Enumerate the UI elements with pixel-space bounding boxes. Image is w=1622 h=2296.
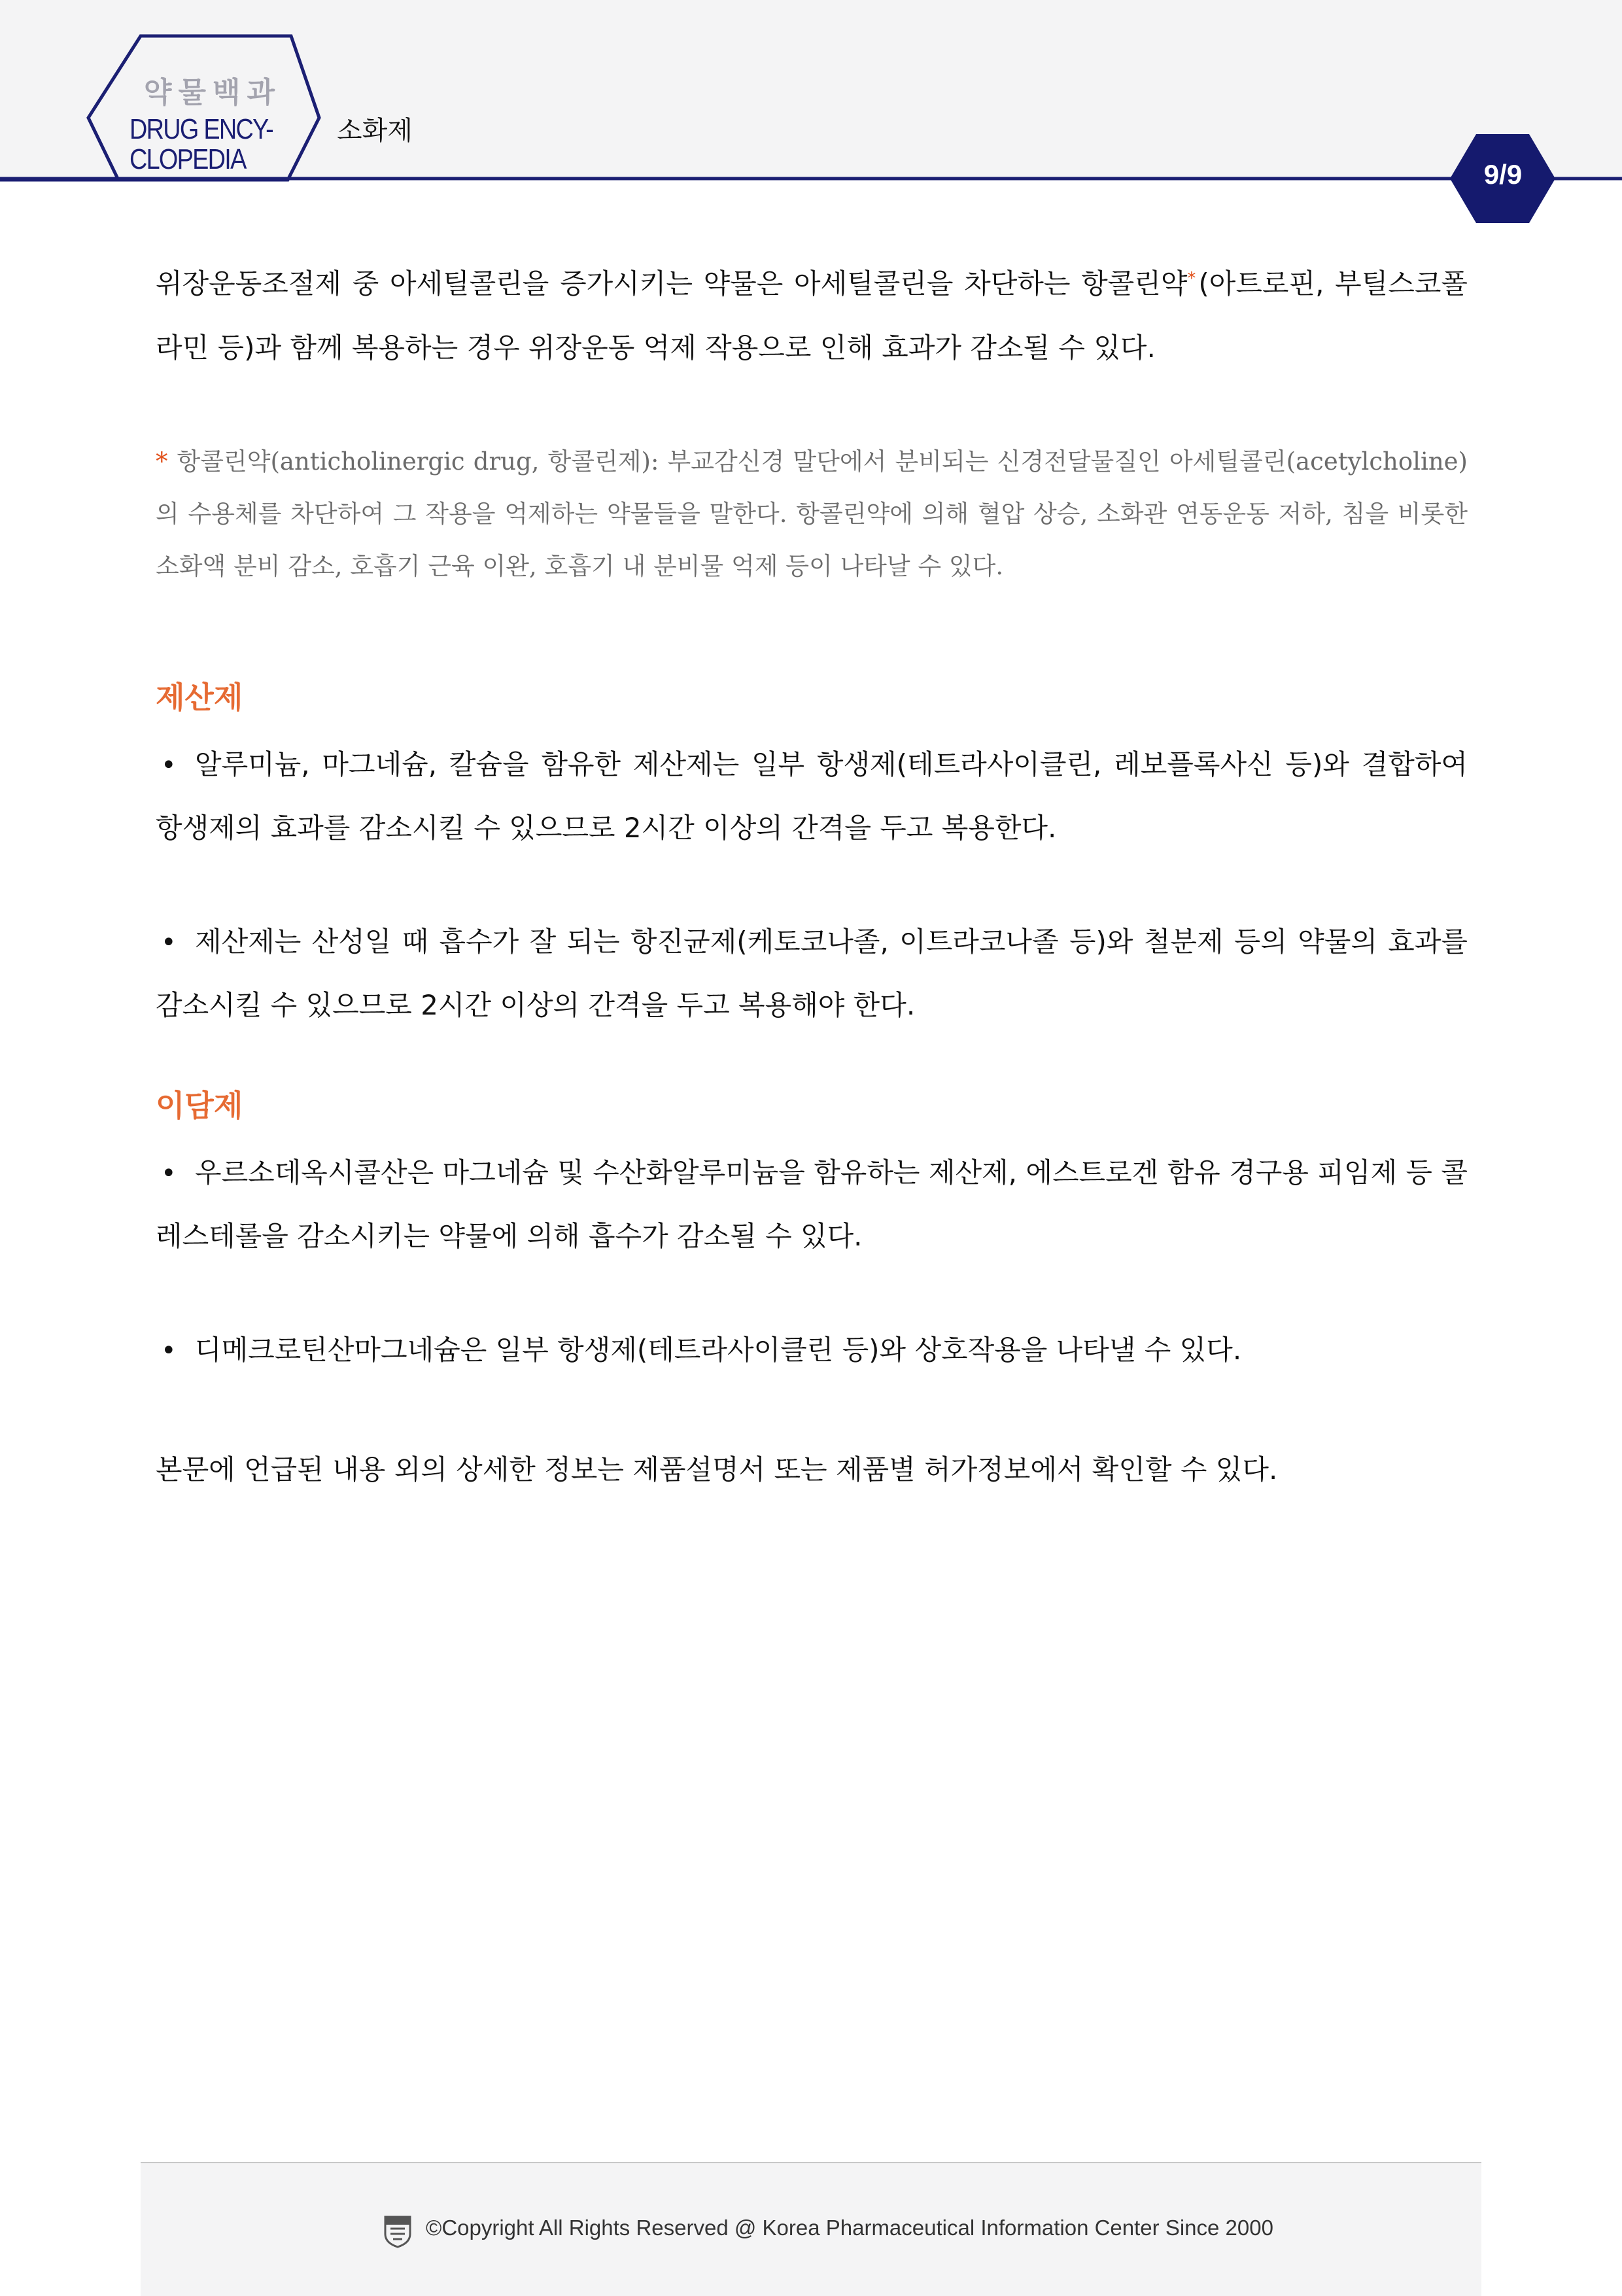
kpic-emblem-icon <box>383 2214 413 2248</box>
logo-english <box>129 114 276 175</box>
list-item <box>156 1319 1468 1382</box>
intro-text-before: 위장운동조절제 중 아세틸콜린을 증가시키는 약물은 아세틸콜린을 차단하는 항콜린약 <box>156 268 1188 300</box>
section-title-choleretic: 이담제 <box>156 1088 243 1123</box>
logo-korean: 약물백과 <box>143 76 281 109</box>
footnote <box>156 436 1468 593</box>
list-item-text: 우르소데옥시콜산은 마그네슘 및 수산화알루미늄을 함유하는 제산제, 에스트로겐 함유 경구용 피임제 등 콜레스테롤을 감소시키는 약물에 의해 흡수가 감소될 수 있다. <box>156 1157 1468 1252</box>
list-item-text: 알루미늄, 마그네슘, 칼슘을 함유한 제산제는 일부 항생제(테트라사이클린, 레보플록사신 등)와 결합하여 항생제의 효과를 감소시킬 수 있으므로 2시간 이상의 간격을 두고 복용한다. <box>156 748 1468 844</box>
list-item-text: 디메크로틴산마그네슘은 일부 항생제(테트라사이클린 등)와 상호작용을 나타낼 수 있다. <box>195 1334 1242 1366</box>
bullet-icon: • <box>161 750 177 780</box>
main-content <box>156 252 1468 1502</box>
copyright-text: ©Copyright All Rights Reserved @ Korea Pharmaceutical Information Center Since 2000 <box>426 2216 1273 2240</box>
bullet-icon: • <box>161 1158 177 1189</box>
logo-english-line2: CLOPEDIA <box>129 143 246 175</box>
footnote-star: * <box>156 447 168 476</box>
closing-paragraph: 본문에 언급된 내용 외의 상세한 정보는 제품설명서 또는 제품별 허가정보에서 확인할 수 있다. <box>156 1453 1278 1486</box>
list-item <box>156 911 1468 1037</box>
intro-paragraph <box>156 252 1468 380</box>
bullet-icon: • <box>161 1336 177 1366</box>
intro-text-after: (아트로핀, 부틸스코폴라민 등)과 함께 복용하는 경우 위장운동 억제 작용으로 인해 효과가 감소될 수 있다. <box>156 268 1468 364</box>
bullet-icon: • <box>161 928 177 958</box>
footer <box>141 2162 1481 2296</box>
list-item <box>156 733 1468 860</box>
list-item-text: 제산제는 산성일 때 흡수가 잘 되는 항진균제(케토코나졸, 이트라코나졸 등)와 철분제 등의 약물의 효과를 감소시킬 수 있으므로 2시간 이상의 간격을 두고 복용해야 한다. <box>156 926 1468 1021</box>
section-title-antacid: 제산제 <box>156 680 243 715</box>
category-title: 소화제 <box>337 116 413 146</box>
footnote-text: 항콜린약(anticholinergic drug, 항콜린제): 부교감신경 말단에서 분비되는 신경전달물질인 아세틸콜린(acetylcholine)의 수용체를 차단하여 그 작용을 억제하는 약물들을 말한다. 항콜린약에 의해 혈압 상승, 소화관 연동운동 저하, 침을 비롯한 소화액 분비 감소, 호흡기 근육 이완, 호흡기 내 분비물 억제 등이 나타날 수 있다. <box>156 447 1468 580</box>
footnote-marker: * <box>1187 269 1196 288</box>
list-item <box>156 1141 1468 1268</box>
logo-english-line1: DRUG ENCY- <box>129 113 273 145</box>
page-number: 9/9 <box>1483 159 1523 190</box>
